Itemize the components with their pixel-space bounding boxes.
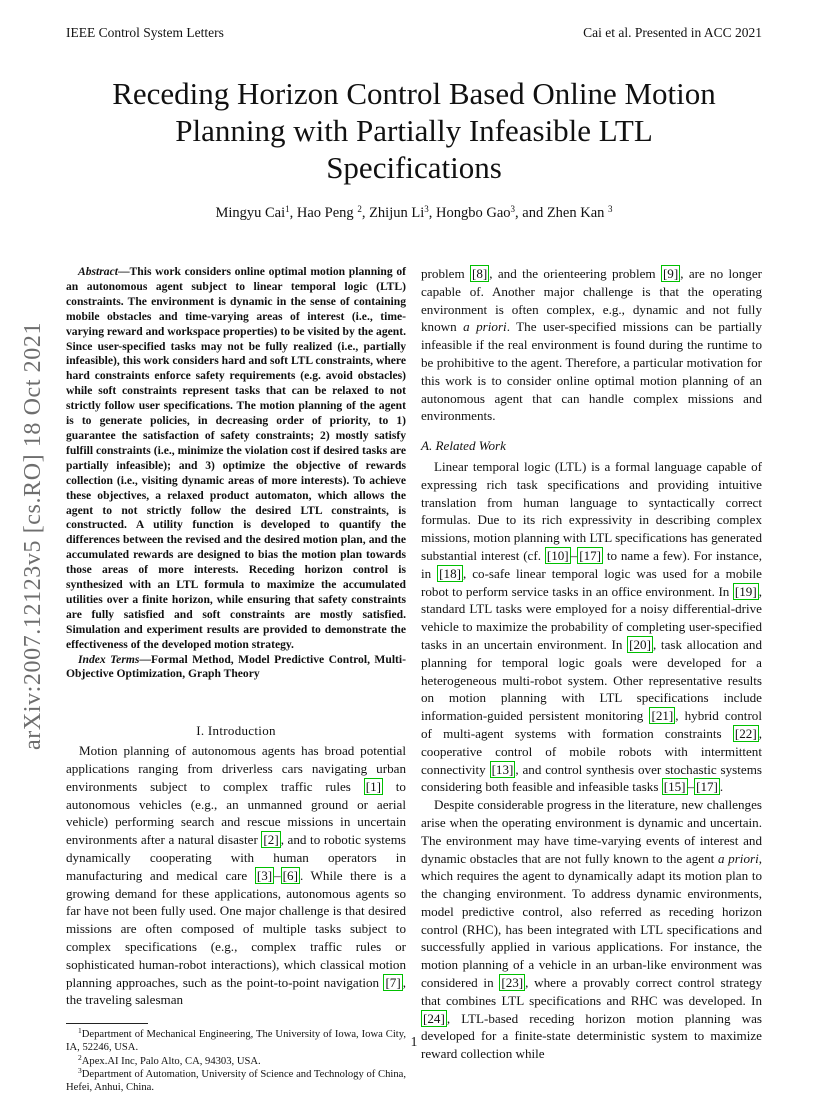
- citation-link[interactable]: [17]: [696, 779, 718, 795]
- author-affiliation-mark: 1: [285, 204, 290, 214]
- subsection-heading-related-work: A. Related Work: [421, 438, 506, 454]
- citation-link[interactable]: [8]: [471, 266, 488, 281]
- body-paragraph: Despite considerable progress in the literature, new challenges arise when the operating environment is dynamic and uncertain. The environment may have time-varying events of interest and dynamic obstacles that are not fully known to the agent a priori, which requires the agent to dynamically adapt its motion plan to the changing environment. To address dynamic environments, model predictive control, also referred as receding horizon control (RHC), has been integrated with LTL specifications and successfully applied in various applications. For instance, the motion planning of a vehicle in an urban-like environment was considered in [23] , where a provably correct control strategy that combines LTL specifications and RHC was developed. In [24] , LTL-based receding horizon motion planning was developed for a finite-state deterministic system to maximize reward collection while: [421, 797, 763, 1062]
- citation-link[interactable]: [19]: [734, 583, 757, 599]
- index-terms: [66, 653, 406, 683]
- footnote: $^1$Department of Mechanical Engineering, The University of Iowa, Iowa City, IA, 52246, USA.: [66, 1026, 406, 1054]
- abstract-text: —This work considers online optimal motion planning of an autonomous agent subject to linear temporal logic (LTL) constraints. The environment is dynamic in the sense of containing mobile obstacles and time-varying areas of interest (i.e., time-varying reward and workspace properties) to be visited by the agent. Since user-specified tasks may not be fully realized (i.e., partially infeasible), this work considers hard and soft LTL constraints, where hard constraints enforce safety requirements (e.g. avoid obstacles) while soft constraints represent tasks that can be relaxed to not strictly follow user specifications. The motion planning of the agent is to generate policies, in decreasing order of priority, to 1) guarantee the satisfaction of safety constraints; 2) mostly satisfy fulfill constraints (i.e., minimize the violation cost if desired tasks are partially infeasible); and 3) optimize the objective of rewards collection (i.e., visiting dynamic areas of more interests). To achieve these objectives, a relaxed product automaton, which allows the agent to not strictly follow the desired LTL constraints, is constructed. A utility function is developed to quantify the differences between the revised and the desired motion plan, and the accumulated rewards are designed to bias the motion plan towards those areas of more interests. Receding horizon control is synthesized with an LTL formula to maximize the accumulated utilities over a finite horizon, while ensuring that safety constraints are fully satisfied and soft constraints are mostly satisfied. Simulation and experiment results are provided to demonstrate the effectiveness of the developed motion strategy.: [66, 265, 406, 651]
- author-name: Hao Peng: [296, 205, 358, 221]
- citation-link[interactable]: [10]: [546, 547, 569, 563]
- author-affiliation-mark: 3: [424, 204, 429, 214]
- citation-link[interactable]: [6]: [282, 867, 298, 883]
- right-column: [421, 265, 762, 1063]
- author-name: and Zhen Kan: [522, 205, 609, 221]
- citation-link[interactable]: [15]: [663, 779, 686, 795]
- citation-link[interactable]: [7]: [385, 974, 401, 990]
- arxiv-identifier: arXiv:2007.12123v5 [cs.RO] 18 Oct 2021: [20, 321, 46, 750]
- author-name: Mingyu Cai: [215, 205, 286, 221]
- author-list: Mingyu Cai$^1$, Hao Peng $^2$, Zhijun Li$^3$, Hongbo Gao$^3$, and Zhen Kan $^3$: [215, 204, 613, 221]
- citation-link[interactable]: [3]: [256, 867, 273, 883]
- footnote: $^3$Department of Automation, University of Science and Technology of China, Hefei, Anhui, China.: [66, 1065, 406, 1093]
- running-header-left: IEEE Control System Letters: [66, 25, 224, 40]
- author-name: Zhijun Li: [369, 205, 425, 221]
- author-affiliation-mark: 3: [608, 204, 613, 214]
- body-paragraph: problem [8] , and the orienteering problem [9] , are no longer capable of. Another major challenge is that the operating environment is often complex, e.g., dynamic and not fully known a priori. The user-specified missions can be partially infeasible if the real environment is found during the runtime to be prohibitive to the agent. Therefore, a particular motivation for this work is to consider online optimal motion planning of an autonomous agent that can handle complex missions and environments.: [421, 266, 762, 424]
- intro-paragraph: Motion planning of autonomous agents has broad potential applications ranging from driverless cars navigating urban environments subject to complex traffic rules [1] to autonomous vehicles (e.g., an unmanned ground or aerial vehicle) performing search and rescue missions in uncertain environments after a natural disaster [2] , and to robotic systems dynamically cooperating with human operators in manufacturing and medical care [3] – [6] . While there is a growing demand for these applications, autonomous agents so far have not been fully used. One major challenge is that desired missions are often composed of multiple tasks subject to complex specifications (e.g., complex traffic rules or sophisticated human-robot interactions), which classical motion planning approaches, such as the point-to-point navigation [7] , the traveling salesman: [66, 743, 407, 1008]
- abstract-label: Abstract: [78, 265, 118, 278]
- citation-link[interactable]: [23]: [501, 975, 524, 991]
- footnote: $^2$Apex.AI Inc, Palo Alto, CA, 94303, USA.: [78, 1052, 261, 1067]
- abstract: [66, 265, 406, 653]
- citation-link[interactable]: [17]: [579, 547, 602, 563]
- citation-link[interactable]: [18]: [439, 565, 461, 581]
- body-paragraph: Linear temporal logic (LTL) is a formal language capable of expressing rich task specifications and providing intuitive translation from human language to syntactically correct formulas. Due to its rich expressivity in describing complex missions, motion planning with LTL specifications has generated substantial interest (cf. [10] – [17] to name a few). For instance, in [18] , co-safe linear temporal logic was used for a mobile robot to perform service tasks in an office environment. In [19] , standard LTL tasks were employed for a noisy differential-drive vehicle to maximize the probability of completing user-specified tasks in an uncertain environment. In [20] , task allocation and planning for temporal logic goals were developed for a heterogeneous multi-robot system. Other representative results on motion planning with LTL specifications include information-guided persistent monitoring [21] , hybrid control of multi-agent systems with formation constraints [22] , cooperative control of mobile robots with intermittent connectivity [13] , and control synthesis over stochastic systems considering both feasible and infeasible tasks [15] – [17] .: [421, 458, 763, 795]
- citation-link[interactable]: [9]: [662, 266, 679, 281]
- citation-link[interactable]: [21]: [651, 708, 674, 724]
- page-number: 1: [410, 1034, 418, 1049]
- author-affiliation-mark: 2: [357, 204, 362, 214]
- citation-link[interactable]: [1]: [365, 778, 381, 794]
- citation-link[interactable]: [22]: [734, 725, 757, 741]
- footnote-divider: [66, 1023, 148, 1024]
- title-line-2: Planning with Partially Infeasible LTL: [175, 113, 653, 148]
- index-terms-text: —Formal Method, Model Predictive Control, Multi-Objective Optimization, Graph Theory: [66, 652, 406, 681]
- left-column: [66, 265, 406, 1094]
- title-line-1: Receding Horizon Control Based Online Motion: [112, 76, 716, 111]
- section-heading-introduction: I. Introduction: [196, 723, 276, 739]
- author-affiliation-mark: 3: [510, 204, 516, 214]
- citation-link[interactable]: [20]: [629, 636, 651, 652]
- citation-link[interactable]: [24]: [423, 1010, 445, 1026]
- citation-link[interactable]: [2]: [263, 832, 279, 848]
- paper-title: [60, 75, 768, 186]
- index-terms-label: Index Terms: [78, 652, 140, 666]
- author-name: Hongbo Gao: [436, 205, 511, 221]
- running-header-right: Cai et al. Presented in ACC 2021: [583, 25, 762, 40]
- title-line-3: Specifications: [326, 150, 502, 185]
- citation-link[interactable]: [13]: [491, 761, 514, 777]
